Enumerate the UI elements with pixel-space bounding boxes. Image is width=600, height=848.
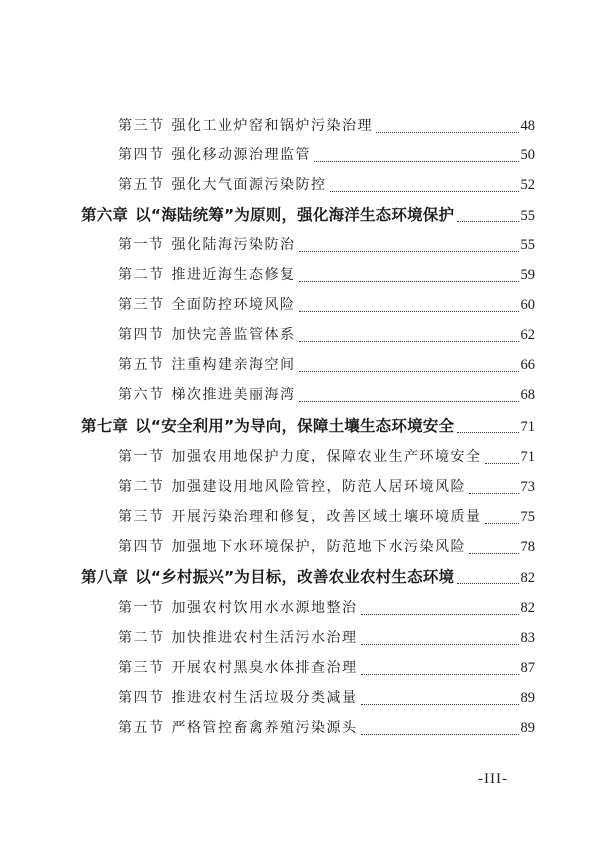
dot-leader <box>457 583 518 584</box>
toc-chapter-entry[interactable] <box>81 565 535 589</box>
dot-leader <box>361 734 519 735</box>
toc-entry-number: 第三节 <box>118 660 165 676</box>
toc-entry-title: 推进近海生态修复 <box>171 267 296 283</box>
toc-entry-page: 66 <box>520 357 535 373</box>
toc-entry-title: 加强建设用地风险管控，防范人居环境风险 <box>171 479 466 495</box>
toc-entry-title: 强化移动源治理监管 <box>171 147 311 163</box>
toc-entry-page: 82 <box>520 600 535 616</box>
toc-entry-number: 第一节 <box>118 600 165 616</box>
toc-entry-number: 第五节 <box>118 177 165 193</box>
toc-entry-number: 第三节 <box>118 509 165 525</box>
toc-entry-number: 第四节 <box>118 690 165 706</box>
dot-leader <box>469 553 519 554</box>
toc-entry-page: 71 <box>520 449 535 465</box>
toc-entry-page: 50 <box>520 147 535 163</box>
toc-entry-number: 第三节 <box>118 297 165 313</box>
toc-entry-title: 开展农村黑臭水体排查治理 <box>171 660 358 676</box>
dot-leader <box>361 644 519 645</box>
toc-entry-page: 75 <box>520 509 535 525</box>
toc-entry-title: 加强地下水环境保护，防范地下水污染风险 <box>171 539 466 555</box>
dot-leader <box>457 221 518 222</box>
toc-entry-title: 强化工业炉窑和锅炉污染治理 <box>171 118 373 134</box>
toc-entry-number: 第六节 <box>118 387 165 403</box>
toc-chapter-page: 82 <box>520 570 535 586</box>
toc-entry-number: 第三节 <box>118 118 165 134</box>
dot-leader <box>485 463 519 464</box>
toc-chapter-number: 第八章 <box>81 568 129 586</box>
toc-entry[interactable] <box>118 383 535 407</box>
toc-entry-page: 87 <box>520 660 535 676</box>
toc-entry-title: 加强农村饮用水水源地整治 <box>171 600 358 616</box>
toc-entry[interactable] <box>118 626 535 650</box>
toc-chapter-entry[interactable] <box>81 414 535 438</box>
toc-entry-number: 第四节 <box>118 147 165 163</box>
toc-entry-title: 推进农村生活垃圾分类减量 <box>171 690 358 706</box>
toc-entry-page: 48 <box>520 118 535 134</box>
dot-leader <box>299 251 519 252</box>
toc-entry-number: 第五节 <box>118 357 165 373</box>
dot-leader <box>299 401 519 402</box>
toc-entry-number: 第五节 <box>118 720 165 736</box>
toc-entry[interactable] <box>118 596 535 620</box>
dot-leader <box>376 132 519 133</box>
toc-entry[interactable] <box>118 716 535 740</box>
dot-leader <box>361 704 519 705</box>
dot-leader <box>485 523 519 524</box>
toc-chapter-page: 71 <box>520 419 535 435</box>
toc-entry[interactable] <box>118 686 535 710</box>
toc-entry-page: 62 <box>520 327 535 343</box>
toc-entry-page: 83 <box>520 630 535 646</box>
toc-entry-title: 强化大气面源污染防控 <box>171 177 327 193</box>
toc-entry-number: 第一节 <box>118 237 165 253</box>
toc-entry-title: 开展污染治理和修复，改善区域土壤环境质量 <box>171 509 482 525</box>
toc-entry[interactable] <box>118 353 535 377</box>
toc-entry[interactable] <box>118 233 535 257</box>
toc-chapter-title: 以“乡村振兴”为目标，改善农业农村生态环境 <box>135 568 455 586</box>
toc-entry-title: 梯次推进美丽海湾 <box>171 387 296 403</box>
dot-leader <box>361 614 519 615</box>
toc-entry-page: 68 <box>520 387 535 403</box>
toc-entry-title: 全面防控环境风险 <box>171 297 296 313</box>
toc-entry-number: 第二节 <box>118 630 165 646</box>
toc-entry-number: 第二节 <box>118 267 165 283</box>
toc-entry[interactable] <box>118 445 535 469</box>
dot-leader <box>361 674 519 675</box>
dot-leader <box>469 493 519 494</box>
toc-chapter-title: 以“安全利用”为导向，保障土壤生态环境安全 <box>135 417 455 435</box>
toc-entry[interactable] <box>118 323 535 347</box>
toc-entry[interactable] <box>118 143 535 167</box>
dot-leader <box>457 432 518 433</box>
toc-entry-number: 第四节 <box>118 539 165 555</box>
toc-entry-title: 注重构建亲海空间 <box>171 357 296 373</box>
toc-entry-page: 55 <box>520 237 535 253</box>
page-number: -III- <box>478 771 508 787</box>
dot-leader <box>314 161 519 162</box>
toc-entry-page: 60 <box>520 297 535 313</box>
toc-chapter-title: 以“海陆统筹”为原则，强化海洋生态环境保护 <box>135 206 455 224</box>
dot-leader <box>299 311 519 312</box>
toc-chapter-number: 第六章 <box>81 206 129 224</box>
toc-chapter-page: 55 <box>520 208 535 224</box>
toc-entry[interactable] <box>118 535 535 559</box>
toc-entry-title: 加快完善监管体系 <box>171 327 296 343</box>
toc-entry[interactable] <box>118 263 535 287</box>
toc-entry-number: 第二节 <box>118 479 165 495</box>
toc-entry[interactable] <box>118 114 535 138</box>
dot-leader <box>299 341 519 342</box>
toc-entry-title: 加强农用地保护力度，保障农业生产环境安全 <box>171 449 482 465</box>
dot-leader <box>330 191 519 192</box>
toc-chapter-number: 第七章 <box>81 417 129 435</box>
toc-chapter-entry[interactable] <box>81 203 535 227</box>
toc-entry-page: 89 <box>520 720 535 736</box>
toc-entry[interactable] <box>118 293 535 317</box>
toc-entry-number: 第四节 <box>118 327 165 343</box>
toc-entry-number: 第一节 <box>118 449 165 465</box>
toc-entry[interactable] <box>118 505 535 529</box>
dot-leader <box>299 371 519 372</box>
toc-entry-page: 52 <box>520 177 535 193</box>
toc-entry-title: 严格管控畜禽养殖污染源头 <box>171 720 358 736</box>
dot-leader <box>299 281 519 282</box>
toc-entry-page: 89 <box>520 690 535 706</box>
toc-entry-page: 59 <box>520 267 535 283</box>
toc-entry[interactable] <box>118 475 535 499</box>
toc-entry-title: 加快推进农村生活污水治理 <box>171 630 358 646</box>
toc-entry[interactable] <box>118 173 535 197</box>
toc-entry-page: 73 <box>520 479 535 495</box>
toc-entry[interactable] <box>118 656 535 680</box>
toc-entry-page: 78 <box>520 539 535 555</box>
toc-entry-title: 强化陆海污染防治 <box>171 237 296 253</box>
